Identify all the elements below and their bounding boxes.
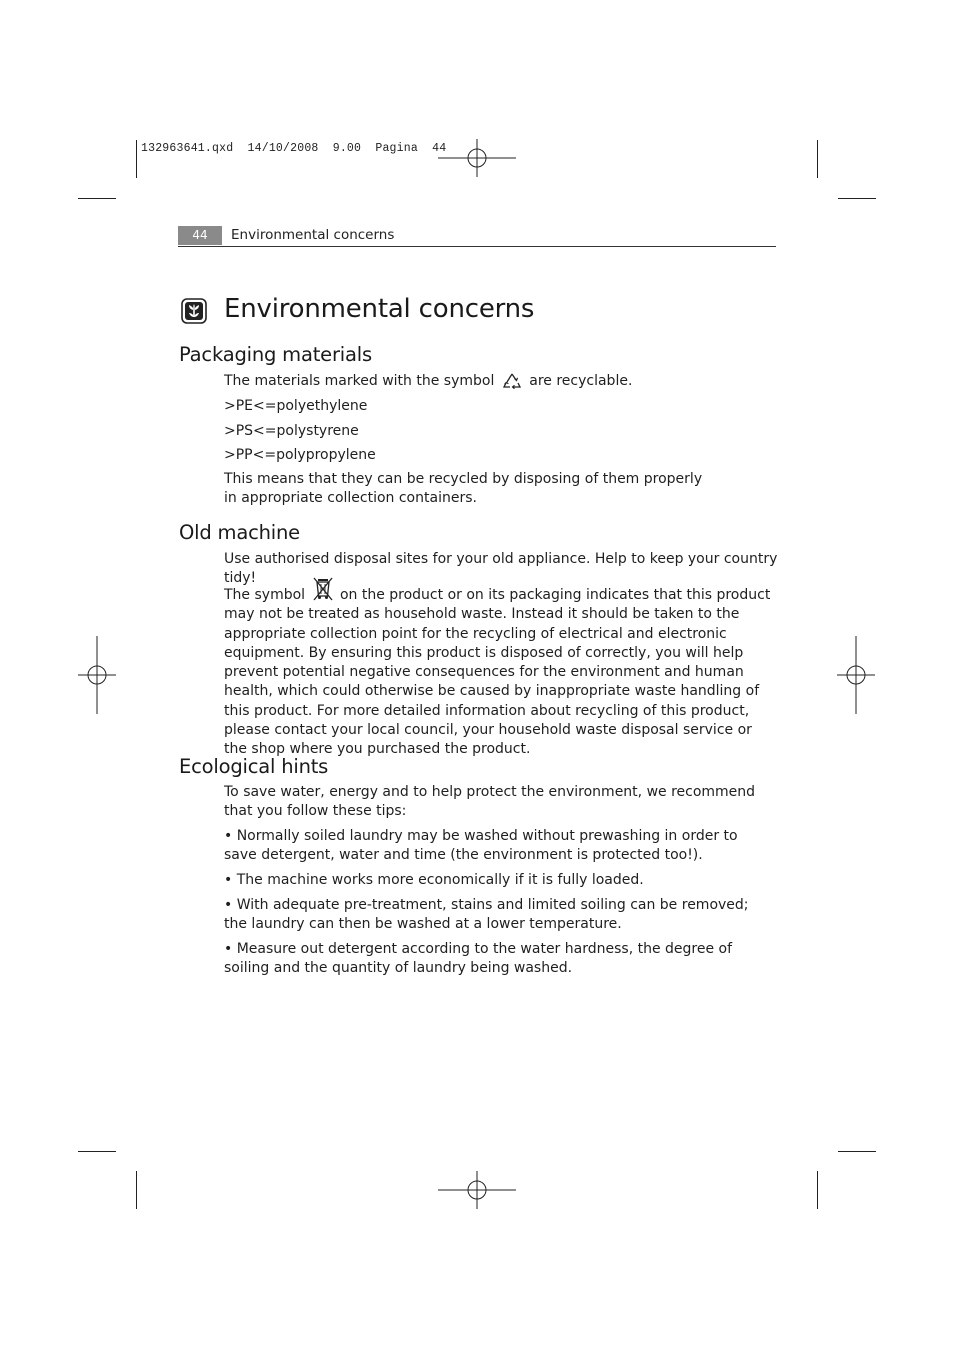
registration-mark-icon [78, 636, 116, 714]
crop-mark [838, 198, 876, 199]
ecological-tip: • Normally soiled laundry may be washed without prewashing in order to save detergent, water and time (the environment is protected too!). [224, 828, 738, 864]
section-heading-old-machine: Old machine [179, 521, 300, 544]
crop-mark [136, 1171, 137, 1209]
page-number: 44 [178, 226, 222, 245]
old-machine-p2 [224, 586, 776, 760]
recycle-icon [501, 371, 523, 391]
crop-mark [78, 198, 116, 199]
old-machine-p2-text: The symbol [224, 587, 306, 603]
crop-mark [78, 1151, 116, 1152]
header-rule [178, 246, 776, 247]
ecological-tip: • Measure out detergent according to the water hardness, the degree of soiling and the quantity of laundry being washed. [224, 941, 733, 977]
registration-mark-icon [837, 636, 875, 714]
ecological-tip: • The machine works more economically if it is fully loaded. [224, 872, 644, 888]
registration-mark-icon [438, 1171, 516, 1209]
old-machine-p2-text: on the product or on its packaging indicates that this product may not be treated as household waste. Instead it should be taken to the appropriate collection point for the recycling of electrical and electronic equipment. By ensuring this product is disposed of correctly, you will help prevent potential negative consequences for the environment and human health, which could otherwise be caused by inappropriate waste handling of this product. For more detailed information about recycling of this product, please contact your local council, your household waste disposal service or the shop where you purchased the product. [224, 587, 771, 758]
environment-flower-icon [181, 298, 207, 324]
crossed-out-wheelie-bin-icon [312, 577, 334, 601]
packaging-intro [224, 371, 784, 391]
packaging-pp: >PP<=polypropylene [224, 447, 376, 463]
packaging-ps: >PS<=polystyrene [224, 423, 359, 439]
section-heading-ecological-hints: Ecological hints [179, 755, 329, 778]
ecological-tip: • With adequate pre-treatment, stains and limited soiling can be removed; the laundry can then be washed at a lower temperature. [224, 897, 749, 933]
crop-mark [817, 140, 818, 178]
print-slug: 132963641.qxd 14/10/2008 9.00 Pagina 44 [141, 142, 447, 155]
crop-mark [817, 1171, 818, 1209]
section-heading-packaging: Packaging materials [179, 343, 372, 366]
packaging-intro-text: The materials marked with the symbol [224, 373, 495, 389]
registration-mark-icon [438, 139, 516, 177]
packaging-intro-text: are recyclable. [529, 373, 633, 389]
packaging-pe: >PE<=polyethylene [224, 398, 368, 414]
packaging-note: This means that they can be recycled by disposing of them properly in appropriate collection containers. [224, 471, 703, 507]
crop-mark [838, 1151, 876, 1152]
old-machine-p1: Use authorised disposal sites for your old appliance. Help to keep your country tidy! [224, 551, 778, 587]
running-title: Environmental concerns [231, 227, 395, 243]
page-title: Environmental concerns [224, 294, 535, 324]
crop-mark [136, 140, 137, 178]
ecological-intro: To save water, energy and to help protect the environment, we recommend that you follow these tips: [224, 784, 756, 820]
